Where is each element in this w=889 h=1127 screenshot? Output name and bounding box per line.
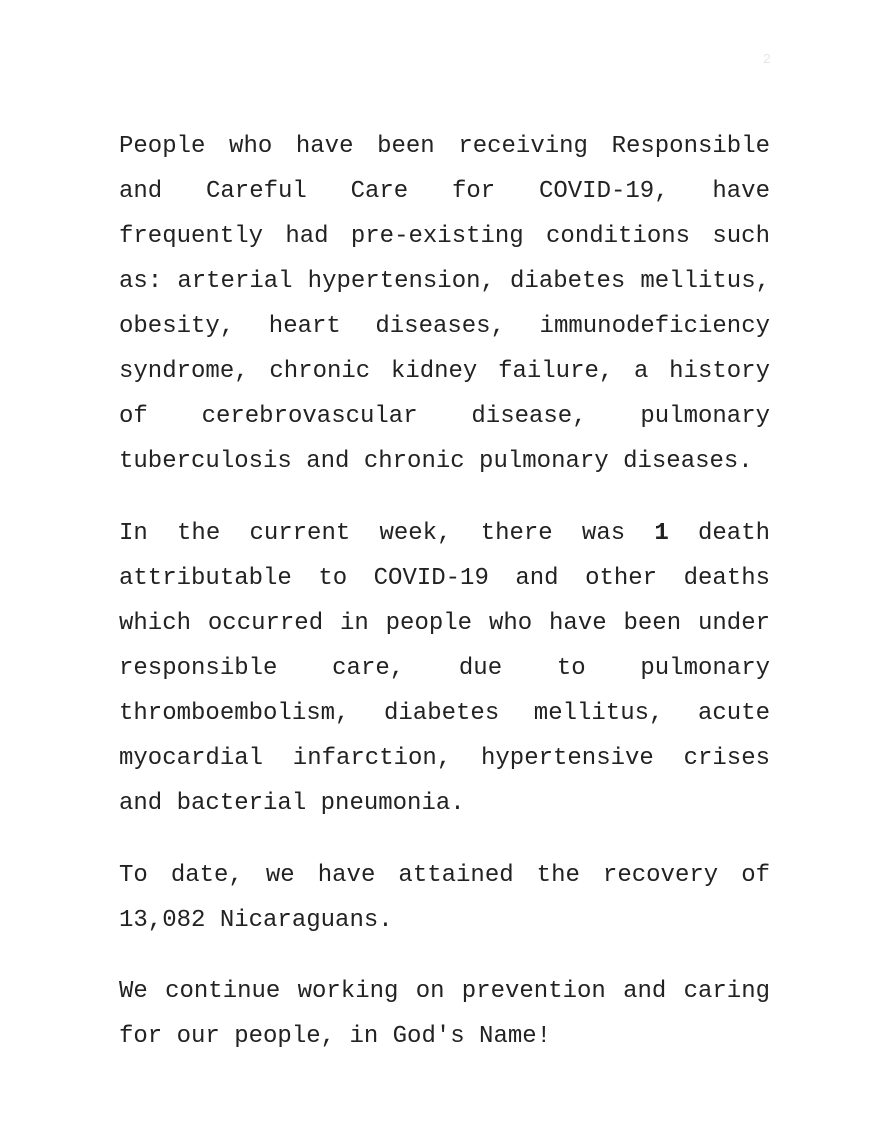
death-count: 1 [654, 520, 669, 547]
page-number: 2 [762, 52, 771, 68]
paragraph-weekly-deaths-rest: death attributable to COVID-19 and other deaths which occurred in people who have been under responsible care, due to pulmonary thromboembolism, diabetes mellitus, acute myocardial infarction, hypertensive crises and bacterial pneumonia. [119, 520, 770, 817]
paragraph-pre-existing-conditions: People who have been receiving Responsible and Careful Care for COVID-19, have frequently had pre-existing conditions such as: arterial hypertension, diabetes mellitus, obesity, heart diseases, immunodeficiency syndrome, chronic kidney failure, a history of cerebrovascular disease, pulmonary tuberculosis and chronic pulmonary diseases. [119, 133, 770, 475]
document-body [119, 124, 770, 1086]
paragraph-closing: We continue working on prevention and caring for our people, in God's Name! [119, 978, 770, 1050]
paragraph-weekly-deaths-intro: In the current week, there was [119, 520, 655, 547]
paragraph-recoveries: To date, we have attained the recovery of 13,082 Nicaraguans. [119, 862, 770, 934]
paragraph-weekly-deaths [119, 511, 770, 826]
